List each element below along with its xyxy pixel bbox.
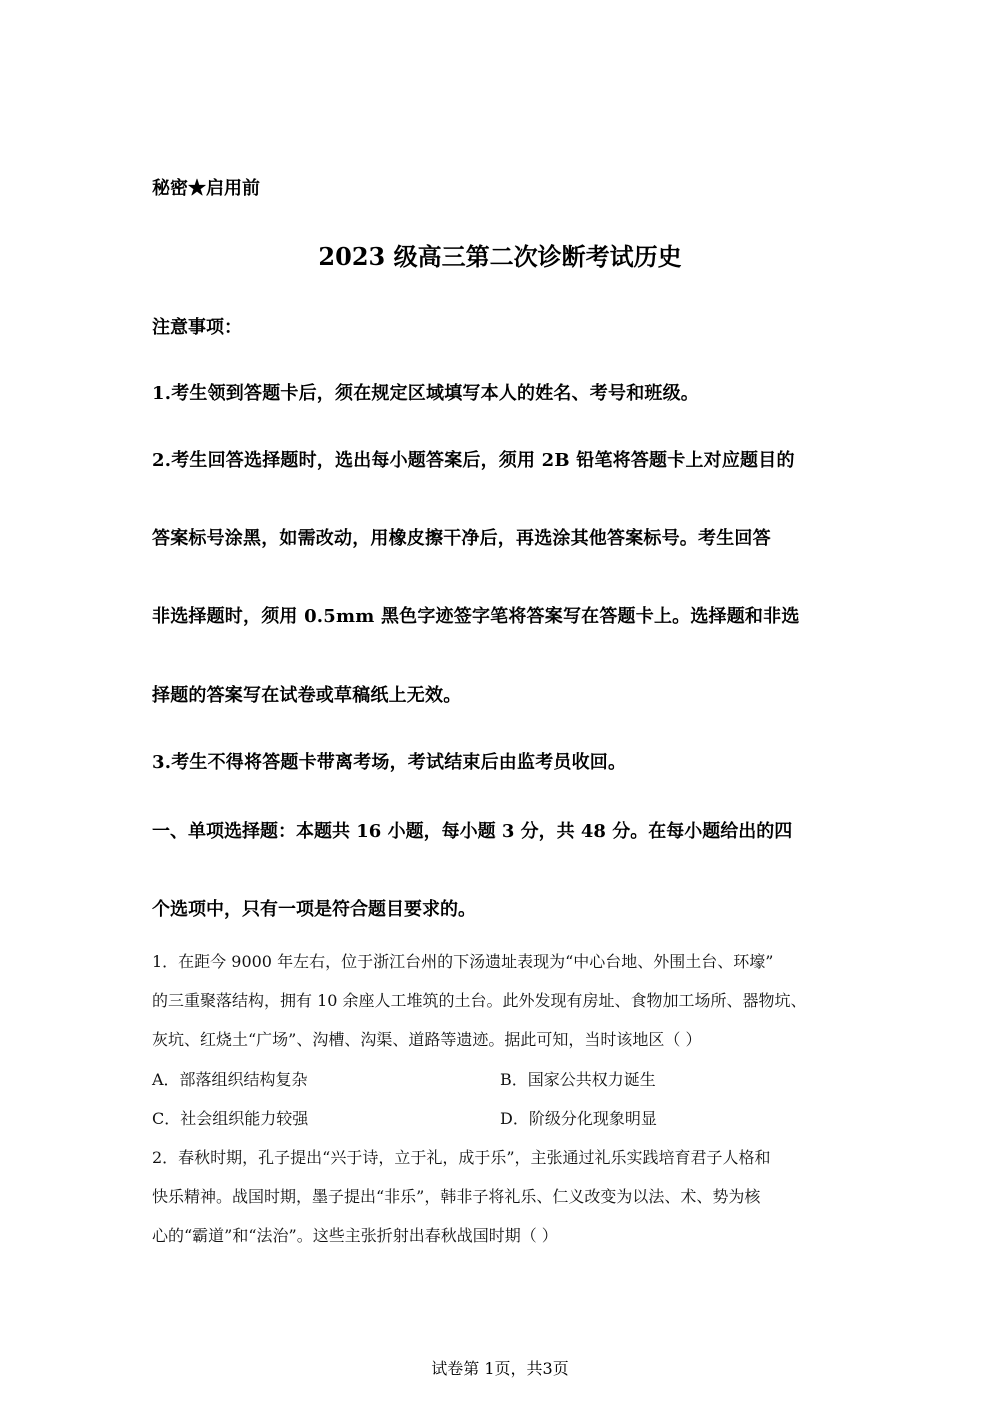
page-footer: 试卷第 1页，共3页	[431, 1359, 569, 1378]
notice-item-2-line-3: 非选择题时，须用 0.5mm 黑色字迹签字笔将答案写在答题卡上。选择题和非选	[152, 606, 800, 627]
section-heading-line-1: 一、单项选择题：本题共 16 小题，每小题 3 分，共 48 分。在每小题给出的四	[152, 821, 793, 842]
notice-item-2-line-2: 答案标号涂黑，如需改动，用橡皮擦干净后，再选涂其他答案标号。考生回答	[152, 528, 771, 549]
question-1-option-b: B．国家公共权力诞生	[500, 1070, 656, 1089]
question-1-option-d: D．阶级分化现象明显	[500, 1109, 657, 1128]
question-2-line-3: 心的“霸道”和“法治”。这些主张折射出春秋战国时期（ ）	[152, 1226, 558, 1245]
notice-item-1: 1.考生领到答题卡后，须在规定区域填写本人的姓名、考号和班级。	[152, 383, 699, 404]
page-title: 2023 级高三第二次诊断考试历史	[318, 242, 682, 271]
question-2-line-2: 快乐精神。战国时期，墨子提出“非乐”，韩非子将礼乐、仁义改变为以法、术、势为核	[152, 1187, 761, 1206]
question-1-option-a: A．部落组织结构复杂	[152, 1070, 308, 1089]
question-1-option-c: C．社会组织能力较强	[152, 1109, 309, 1128]
section-heading-line-2: 个选项中，只有一项是符合题目要求的。	[152, 899, 476, 920]
notice-item-2-line-4: 择题的答案写在试卷或草稿纸上无效。	[152, 685, 462, 706]
notice-item-3: 3.考生不得将答题卡带离考场，考试结束后由监考员收回。	[152, 752, 627, 773]
question-1-line-1: 1．在距今 9000 年左右，位于浙江台州的下汤遗址表现为“中心台地、外围土台、环壕”	[152, 952, 774, 971]
question-1-line-2: 的三重聚落结构，拥有 10 余座人工堆筑的土台。此外发现有房址、食物加工场所、器物坑、	[152, 991, 807, 1010]
notice-item-2-line-1: 2.考生回答选择题时，选出每小题答案后，须用 2B 铅笔将答题卡上对应题目的	[152, 450, 795, 471]
question-1-line-3: 灰坑、红烧土“广场”、沟槽、沟渠、道路等遗迹。据此可知，当时该地区（ ）	[152, 1030, 702, 1049]
question-2-line-1: 2．春秋时期，孔子提出“兴于诗，立于礼，成于乐”，主张通过礼乐实践培育君子人格和	[152, 1148, 771, 1167]
secret-mark: 秘密★启用前	[152, 178, 260, 199]
notice-heading: 注意事项：	[152, 317, 242, 338]
